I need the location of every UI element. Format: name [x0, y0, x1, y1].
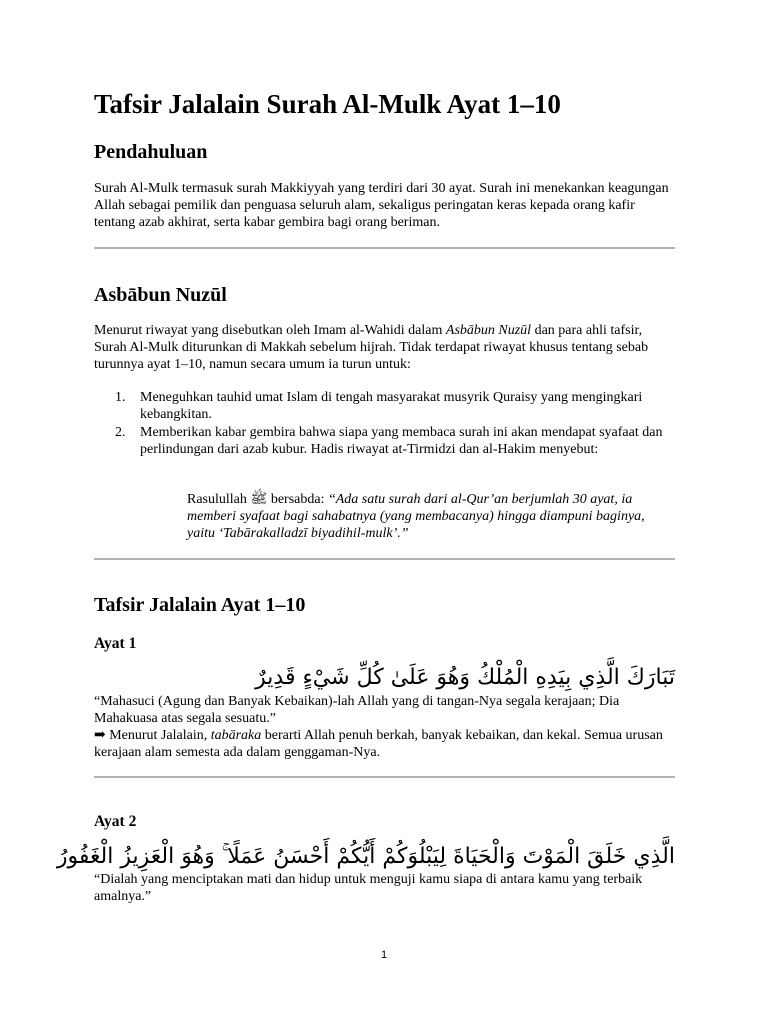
page-number: 1 [380, 949, 388, 961]
arrow-icon: ➡ [94, 728, 106, 743]
hadith-quote [187, 491, 667, 542]
intro-text-continued: dan para ahli tafsir, Surah Al-Mulk diturunkan di Makkah sebelum hijrah. Tidak terdapat riwayat khusus tentang sebab turunnya ayat 1–10, namun secara umum ia turun untuk: [94, 323, 649, 372]
paragraph-asbabun-nuzul [94, 322, 675, 373]
list-item-number: 1. [115, 390, 126, 405]
ayat-1-commentary [94, 727, 675, 761]
paragraph-pendahuluan: Surah Al-Mulk termasuk surah Makkiyyah yang terdiri dari 30 ayat. Surah ini menekankan keagungan Allah sebagai pemilik dan penguasa seluruh alam, sekaligus peringatan keras kepada orang kafir tentang azab akhirat, serta kabar gembira bagi orang beriman. [94, 181, 669, 230]
section-divider [94, 558, 675, 560]
quote-text: “Ada satu surah dari al-Qur’an berjumlah 30 ayat, ia memberi syafaat bagi sahabatnya (yang membacanya) hingga diampuni baginya, yaitu ‘Tabārakalladzī biyadihil-mulk’.” [187, 492, 645, 541]
ayat-2-translation: “Dialah yang menciptakan mati dan hidup untuk menguji kamu siapa di antara kamu yang terbaik amalnya.” [94, 872, 643, 904]
section-divider [94, 776, 675, 778]
quote-prefix: Rasulullah ﷺ bersabda: [187, 492, 328, 507]
heading-tafsir: Tafsir Jalalain Ayat 1–10 [94, 594, 306, 616]
book-title: Asbābun Nuzūl [445, 323, 532, 338]
list-item [94, 389, 675, 423]
section-divider [94, 247, 675, 249]
ayat-1-label: Ayat 1 [94, 635, 137, 652]
ayat-1-arabic: تَبَارَكَ الَّذِي بِيَدِهِ الْمُلْكُ وَهُوَ عَلَىٰ كُلِّ شَيْءٍ قَدِيرٌ [255, 665, 675, 690]
term-tabaraka: tabāraka [210, 728, 262, 743]
list-item [94, 424, 675, 458]
document-title: Tafsir Jalalain Surah Al-Mulk Ayat 1–10 [94, 89, 561, 119]
ayat-2-arabic: الَّذِي خَلَقَ الْمَوْتَ وَالْحَيَاةَ لِيَبْلُوَكُمْ أَيُّكُمْ أَحْسَنُ عَمَلًا ۚ وَهُوَ الْعَزِيزُ الْغَفُورُ [56, 844, 675, 869]
intro-text: Menurut riwayat yang disebutkan oleh Imam al-Wahidi dalam [94, 323, 446, 338]
commentary-text: Menurut Jalalain, [105, 728, 211, 743]
commentary-text-continued: berarti Allah penuh berkah, banyak kebaikan, dan kekal. Semua urusan kerajaan alam semesta ada dalam genggaman-Nya. [94, 728, 663, 760]
list-item-text: Memberikan kabar gembira bahwa siapa yang membaca surah ini akan mendapat syafaat dan perlindungan dari azab kubur. Hadis riwayat at-Tirmidzi dan al-Hakim menyebut: [140, 425, 663, 457]
ayat-2-label: Ayat 2 [94, 813, 137, 830]
list-item-text: Meneguhkan tauhid umat Islam di tengah masyarakat musyrik Quraisy yang mengingkari kebangkitan. [140, 390, 643, 422]
heading-pendahuluan: Pendahuluan [94, 141, 208, 163]
ayat-1-translation: “Mahasuci (Agung dan Banyak Kebaikan)-lah Allah yang di tangan-Nya segala kerajaan; Dia Mahakuasa atas segala sesuatu.” [94, 694, 620, 726]
reasons-list [94, 389, 675, 459]
heading-asbabun-nuzul: Asbābun Nuzūl [94, 284, 227, 306]
list-item-number: 2. [115, 425, 126, 440]
